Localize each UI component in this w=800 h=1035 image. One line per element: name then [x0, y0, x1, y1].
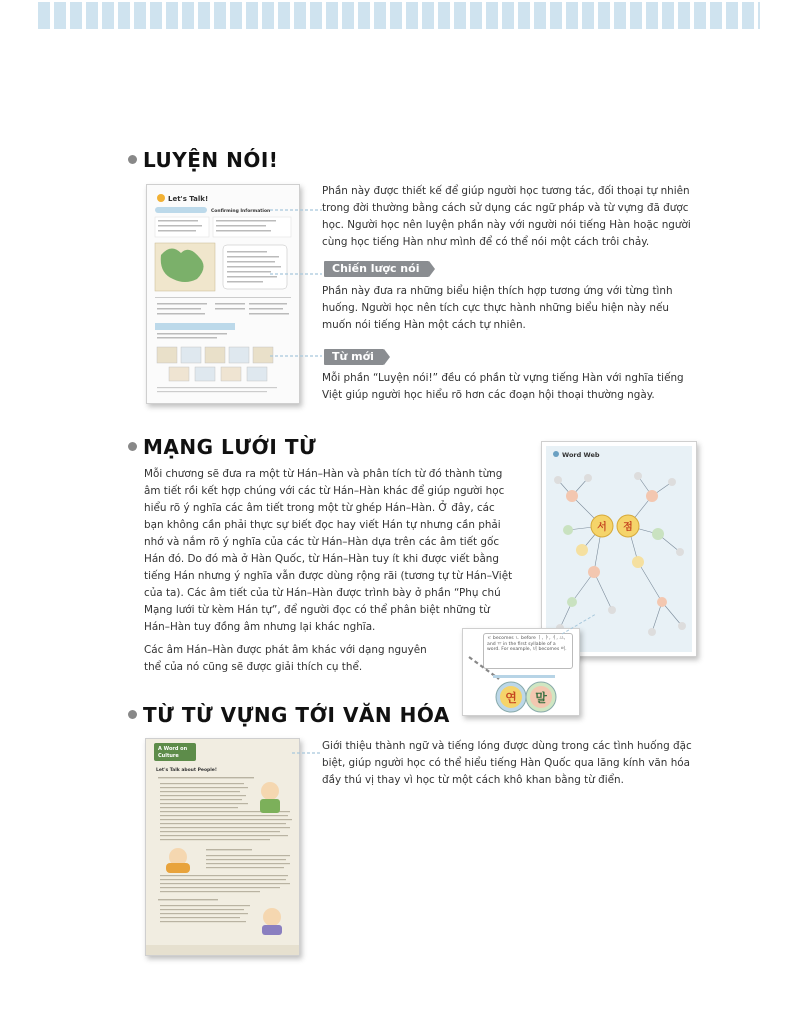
culture-connector-line [292, 748, 326, 758]
thumb-lets-talk-header: Let's Talk! [168, 195, 209, 203]
zoom-connector-line [560, 612, 600, 636]
zoom-syllable-2: 말 [535, 691, 547, 705]
speaking-intro-text: Phần này được thiết kế để giúp người học tương tác, đối thoại tự nhiên trong đời thường bằng cách sử dụng các ngữ pháp và từ vựng đã được học. Người học nên luyện phần này với người nói tiếng Hàn hoặc người cùng học tiếng Hàn như mình để có thể nói một cách trôi chảy. [322, 185, 691, 248]
section-title-text: LUYỆN NÓI! [143, 148, 279, 172]
culture-page-thumbnail [145, 738, 300, 956]
speaking-strategy-text: Phần này đưa ra những biểu hiện thích hợp tương ứng với từng tình huống. Người học nên tích cực thực hành những biểu hiện này nếu muốn nói tiếng Hàn một cách tự nhiên. [322, 285, 673, 331]
speaking-connector-lines [270, 196, 330, 366]
culture-page-illustration [146, 739, 299, 955]
culture-thumb-header-2: Culture [158, 753, 179, 759]
zoom-note-bubble: ㄹ becomes ㄴ before ㅣ, ㅑ, ㅕ, ㅛ, and ㅠ in the first syllable of a word. For example, 녀 becomes 여. [483, 633, 573, 669]
section-title-speaking [128, 148, 278, 172]
zoom-syllable-1: 연 [505, 691, 517, 705]
section-title-wordweb [128, 435, 316, 459]
culture-thumb-header-1: A Word on [158, 746, 188, 752]
section-title-text: MẠNG LƯỚI TỪ [143, 435, 317, 459]
bullet-dot-icon [128, 442, 137, 451]
speaking-vocab-text: Mỗi phần “Luyện nói!” đều có phần từ vựng tiếng Hàn với nghĩa tiếng Việt giúp người học hiểu rõ hơn các đoạn hội thoại thường ngày. [322, 372, 684, 401]
bullet-dot-icon [128, 155, 137, 164]
section-title-culture [128, 703, 450, 727]
wordweb-center-syllable-2: 점 [623, 522, 633, 533]
top-stripe-decoration [38, 2, 760, 29]
wordweb-main-text: Mỗi chương sẽ đưa ra một từ Hán–Hàn và phân tích từ đó thành từng âm tiết rồi kết hợp chúng với các từ Hán–Hàn khác để giúp người học hiểu rõ ý nghĩa các âm tiết trong một từ ghép Hán–Hàn. Ở đây, các bạn không cần phải thực sự biết đọc hay viết Hán tự nhưng cần phải nhớ và nắm rõ ý nghĩa của các từ Hán–Hàn dựa trên các âm tiết gốc Hán đó. Do đó mà ở Hàn Quốc, từ Hán–Hàn tuy ít khi được viết bằng tiếng Hán nhưng ý nghĩa vẫn được dùng rộng rãi (tương tự từ Hán–Việt của ta). Các âm tiết của từ Hán–Hàn được trình bày ở phần “Phụ chú Mạng lưới từ kèm Hán tự”, để người đọc có thể phân biệt những từ Hán–Hàn tuy đồng âm nhưng lại khác nghĩa. [144, 468, 513, 633]
wordweb-note-text: Các âm Hán–Hàn được phát âm khác với dạng nguyên thể của nó cũng sẽ được giải thích cụ thể. [144, 644, 427, 673]
thumb-wordweb-header: Word Web [562, 451, 600, 459]
speaking-strategy-badge: Chiến lược nói [324, 261, 429, 277]
wordweb-center-syllable-1: 서 [597, 522, 607, 533]
bullet-dot-icon [128, 710, 137, 719]
wordweb-zoom-inset [462, 628, 580, 716]
zoom-syllable-bubbles [463, 629, 579, 715]
speaking-vocab-badge: Từ mới [324, 349, 384, 365]
section-title-text: TỪ TỪ VỰNG TỚI VĂN HÓA [143, 703, 450, 727]
thumb-confirming-info: Confirming Information [211, 209, 271, 214]
culture-description-text: Giới thiệu thành ngữ và tiếng lóng được dùng trong các tình huống đặc biệt, giúp người học có thể hiểu tiếng Hàn Quốc qua lăng kính văn hóa đầy thú vị thay vì học từ một cách khô khan bằng từ điển. [322, 740, 692, 786]
culture-thumb-subheader: Let's Talk about People! [156, 768, 217, 773]
